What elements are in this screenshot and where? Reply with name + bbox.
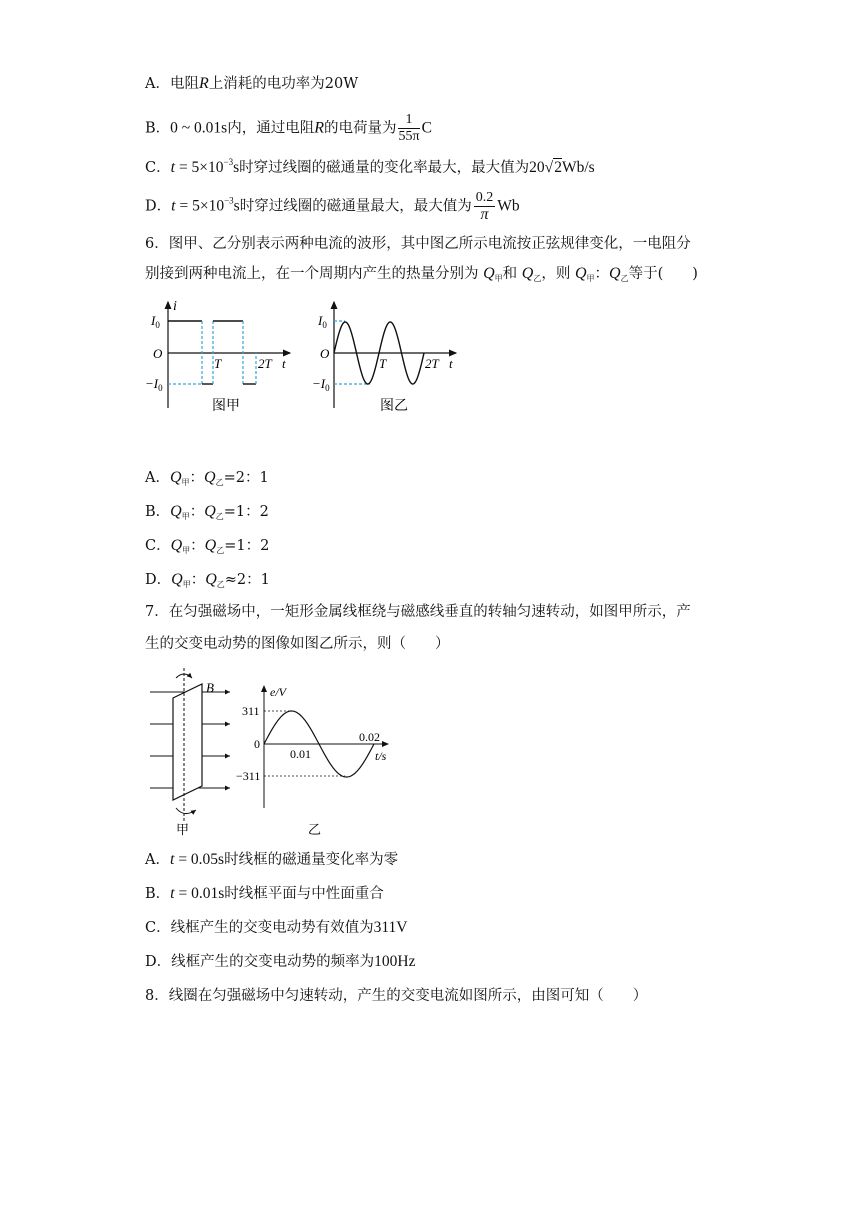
q5-c-unit: Wb/s — [561, 159, 595, 176]
q5-option-c — [145, 152, 595, 178]
q5-d-eq: = 5×10 — [175, 197, 225, 215]
q6-q-sub-yi: 乙 — [216, 580, 225, 589]
q6-stem-then: ，则 — [541, 266, 571, 282]
q6-q-symbol: Q — [170, 537, 183, 554]
fig-jia-square-wave — [145, 299, 290, 414]
q7-c-val: 311V — [373, 919, 408, 936]
q5-c-t: t — [170, 159, 176, 176]
fig-jia-t-tick: T — [214, 356, 222, 371]
q5-c-sqrt: √2 — [544, 159, 562, 176]
q7-fig-jia-b-label: B — [206, 680, 214, 695]
q6-q-symbol: Q — [205, 571, 217, 588]
q7-fig-jia-rotating-frame — [150, 668, 230, 837]
q7-option-c — [145, 918, 407, 938]
q6-q-symbol: Q — [609, 265, 621, 282]
q6-q-sub-yi: 乙 — [215, 512, 224, 521]
q6-option-ratio: =2：1 — [223, 470, 269, 486]
q7-c-text: C．线框产生的交变电动势有效值为 — [145, 920, 374, 936]
q5-d-den: π — [480, 206, 489, 223]
q6-colon: ： — [190, 538, 205, 554]
q7-option-b — [145, 884, 384, 904]
q6-option-ratio: =1：2 — [224, 538, 270, 554]
q6-option-label: D． — [145, 572, 172, 588]
q5-c-label: C． — [145, 160, 171, 176]
q5-c-text: 时穿过线圈的磁通量的变化率最大，最大值为 — [239, 160, 530, 176]
q5-d-unit: Wb — [497, 197, 520, 215]
q6-figures — [140, 296, 470, 420]
fig-jia-i0-label: $I_0$ — [151, 313, 160, 330]
q6-stem-and: 和 — [502, 266, 518, 282]
q6-q-sub-yi: 乙 — [620, 274, 629, 283]
q5-b-label: B． — [145, 120, 171, 137]
q6-q-symbol: Q — [170, 503, 182, 520]
q6-stem-text: 别接到两种电流上，在一个周期内产生的热量分别为 — [145, 266, 479, 282]
q7-figures — [140, 668, 400, 840]
q6-stem-line2 — [145, 264, 698, 289]
q7-b-t: t — [170, 885, 175, 902]
q5-d-t: t — [171, 197, 176, 215]
q6-q-sub-jia: 甲 — [586, 274, 595, 283]
q5-b-range: 0 ~ 0.01s — [170, 119, 228, 137]
q6-option-label: C． — [145, 538, 171, 554]
q7-fig-yi-x1: 0.01 — [290, 747, 311, 761]
q6-option-d — [145, 570, 270, 595]
q5-d-exp: −3 — [224, 195, 234, 206]
q6-q-symbol: Q — [171, 571, 183, 588]
q7-fig-yi-emf-graph — [236, 685, 388, 837]
q6-q-symbol: Q — [204, 469, 216, 486]
q7-b-eq: = 0.01s — [174, 885, 225, 902]
fig-jia-caption: 图甲 — [212, 399, 240, 414]
q5-c-root: 2 — [554, 159, 562, 176]
q5-b-num: 1 — [398, 112, 419, 129]
q7-stem-line1: 7．在匀强磁场中，一矩形金属线框绕与磁感线垂直的转轴匀速转动，如图甲所示，产 — [145, 604, 691, 620]
fig-jia-2t-tick: 2T — [258, 356, 272, 371]
q7-b-text: 时线框平面与中性面重合 — [224, 886, 384, 902]
q6-option-label: B． — [145, 504, 171, 520]
q7-fig-yi-ymax: 311 — [242, 704, 260, 718]
q6-q-sub-yi: 乙 — [533, 274, 542, 283]
q5-b-var: R — [314, 119, 324, 137]
fig-jia-t-axis: t — [282, 356, 286, 371]
q7-fig-yi-x2: 0.02 — [359, 730, 380, 744]
fig-yi-t-axis: t — [449, 356, 453, 371]
q6-option-c — [145, 536, 269, 561]
q7-b-label: B． — [145, 886, 171, 902]
q6-q-symbol: Q — [204, 537, 217, 554]
q5-a-var: R — [198, 75, 209, 92]
q5-d-label: D． — [145, 198, 172, 215]
q6-q-symbol: Q — [521, 265, 534, 282]
q6-option-b — [145, 502, 269, 527]
q6-q-sub-yi: 乙 — [216, 546, 225, 555]
q7-stem-line2: 生的交变电动势的图像如图乙所示，则（ ） — [145, 636, 450, 652]
fig-yi-origin-label: O — [320, 346, 330, 361]
q5-option-b — [145, 112, 432, 145]
q7-d-text: D．线框产生的交变电动势的频率为 — [145, 954, 375, 970]
q7-d-val: 100Hz — [374, 953, 416, 970]
q5-c-val: 20 — [529, 159, 545, 176]
q6-q-symbol: Q — [574, 265, 587, 282]
q6-q-sub-yi: 乙 — [215, 478, 224, 487]
q7-a-eq: = 0.05s — [174, 851, 225, 868]
fig-jia-neg-i0-label: $-I_0$ — [145, 376, 163, 393]
q7-fig-yi-xlabel: t/s — [375, 749, 387, 763]
q6-colon: ： — [594, 266, 610, 282]
q6-option-ratio: ≈2：1 — [224, 572, 270, 588]
q6-q-sub-jia: 甲 — [181, 478, 190, 487]
fig-jia-origin-label: O — [153, 346, 163, 361]
q7-a-label: A． — [145, 852, 170, 868]
q5-b-fraction — [398, 112, 419, 145]
q5-d-fraction — [474, 190, 496, 223]
q8-stem-line1: 8．线圈在匀强磁场中匀速转动，产生的交变电流如图所示，由图可知（ ） — [145, 988, 648, 1004]
q5-b-unit: C — [421, 119, 432, 137]
q6-stem-end: 等于( ) — [628, 266, 698, 282]
q7-a-text: 时线框的磁通量变化率为零 — [224, 852, 399, 868]
q5-d-text: 时穿过线圈的磁通量最大，最大值为 — [239, 198, 472, 215]
q6-q-sub-jia: 甲 — [494, 274, 503, 283]
q5-option-a — [145, 74, 358, 94]
fig-yi-neg-i0-label: $-I_0$ — [312, 376, 330, 393]
q5-b-text: 内，通过电阻 — [227, 120, 315, 137]
q6-option-a — [145, 468, 269, 493]
q7-fig-jia-caption: 甲 — [176, 822, 190, 837]
q5-b-text-2: 的电荷量为 — [323, 120, 397, 137]
q5-c-s: s — [233, 159, 240, 176]
q6-colon: ： — [189, 470, 205, 486]
fig-yi-i0-label: $I_0$ — [318, 313, 327, 330]
q6-q-sub-jia: 甲 — [182, 546, 191, 555]
q5-d-s: s — [233, 197, 240, 215]
q5-b-den: 55π — [398, 129, 420, 144]
q5-d-num: 0.2 — [475, 190, 494, 205]
q5-c-eq: = 5×10 — [175, 159, 224, 176]
q7-a-t: t — [169, 851, 175, 868]
fig-jia-i-label: i — [173, 299, 177, 314]
q7-fig-yi-zero: 0 — [254, 737, 260, 751]
q5-c-exp: −3 — [223, 157, 234, 167]
q6-option-ratio: =1：2 — [223, 504, 269, 520]
q5-a-text: A．电阻 — [145, 76, 199, 92]
q7-fig-yi-caption: 乙 — [308, 822, 322, 837]
q6-q-sub-jia: 甲 — [181, 512, 190, 521]
q7-option-d — [145, 952, 415, 972]
q5-option-d — [145, 190, 520, 223]
q7-fig-yi-ymin: −311 — [236, 769, 261, 783]
q7-option-a — [145, 850, 398, 870]
fig-yi-2t-tick: 2T — [425, 356, 439, 371]
fig-yi-t-tick: T — [379, 356, 387, 371]
q6-q-symbol: Q — [204, 503, 216, 520]
q6-q-symbol: Q — [483, 265, 495, 282]
q7-fig-yi-ylabel: e/V — [270, 685, 286, 699]
q6-q-symbol: Q — [169, 469, 182, 486]
q6-colon: ： — [190, 572, 206, 588]
fig-yi-caption: 图乙 — [380, 399, 408, 414]
q5-a-text-2: 上消耗的电功率为20W — [208, 76, 359, 92]
fig-yi-sine-wave — [312, 302, 456, 414]
q6-colon: ： — [189, 504, 205, 520]
q6-stem-line1: 6．图甲、乙分别表示两种电流的波形，其中图乙所示电流按正弦规律变化，一电阻分 — [145, 236, 691, 252]
q6-option-label: A． — [145, 470, 170, 486]
q6-q-sub-jia: 甲 — [182, 580, 191, 589]
